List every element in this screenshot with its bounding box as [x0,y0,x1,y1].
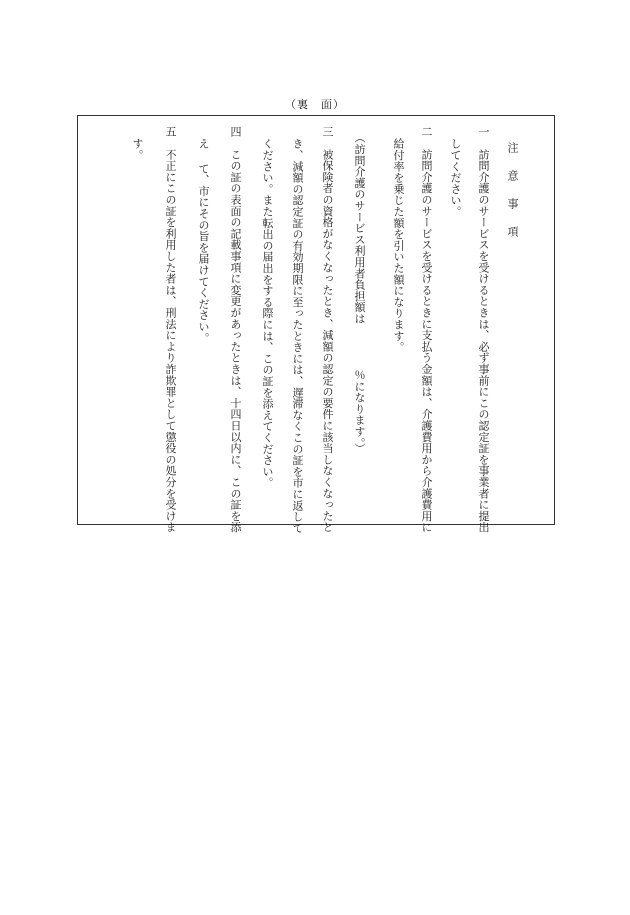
notice-line: 五 不正にこの証を利用した者は、刑法により詐欺罪として懲役の処分を受けま [164,126,177,533]
notice-line: （訪問介護のサービス利用者負担額は ％になります。） [353,132,366,455]
notice-line: してください。 [449,138,462,218]
notice-line: す。 [131,138,144,161]
notice-line: 三 被保険者の資格がなくなったとき、減額の認定の要件に該当しなくなったと [321,126,334,533]
notice-line: き、減額の認定証の有効期限に至ったときには、遅滞なくこの証を市に返して [291,138,304,534]
notice-title: 注 意 事 項 [506,142,519,240]
notice-line: 一 訪問介護のサービスを受けるときは、必ず事前にこの認定証を事業者に提出 [477,126,490,533]
notice-line: え て、市にその旨を届けてください。 [197,138,210,344]
notice-line: 四 この証の表面の記載事項に変更があったときは、十四日以内に、この証を添 [229,126,242,533]
notice-line: 二 訪問介護のサービスを受けるときに支払う金額は、介護費用から介護費用に [420,126,433,533]
notice-frame [77,115,555,534]
page-caption: （裏 面） [285,98,345,111]
notice-line: ください。また転出の届出をする際には、この証を添えてください。 [261,138,274,489]
notice-line: 給付率を乗じた額を引いた額になります。 [392,138,405,353]
